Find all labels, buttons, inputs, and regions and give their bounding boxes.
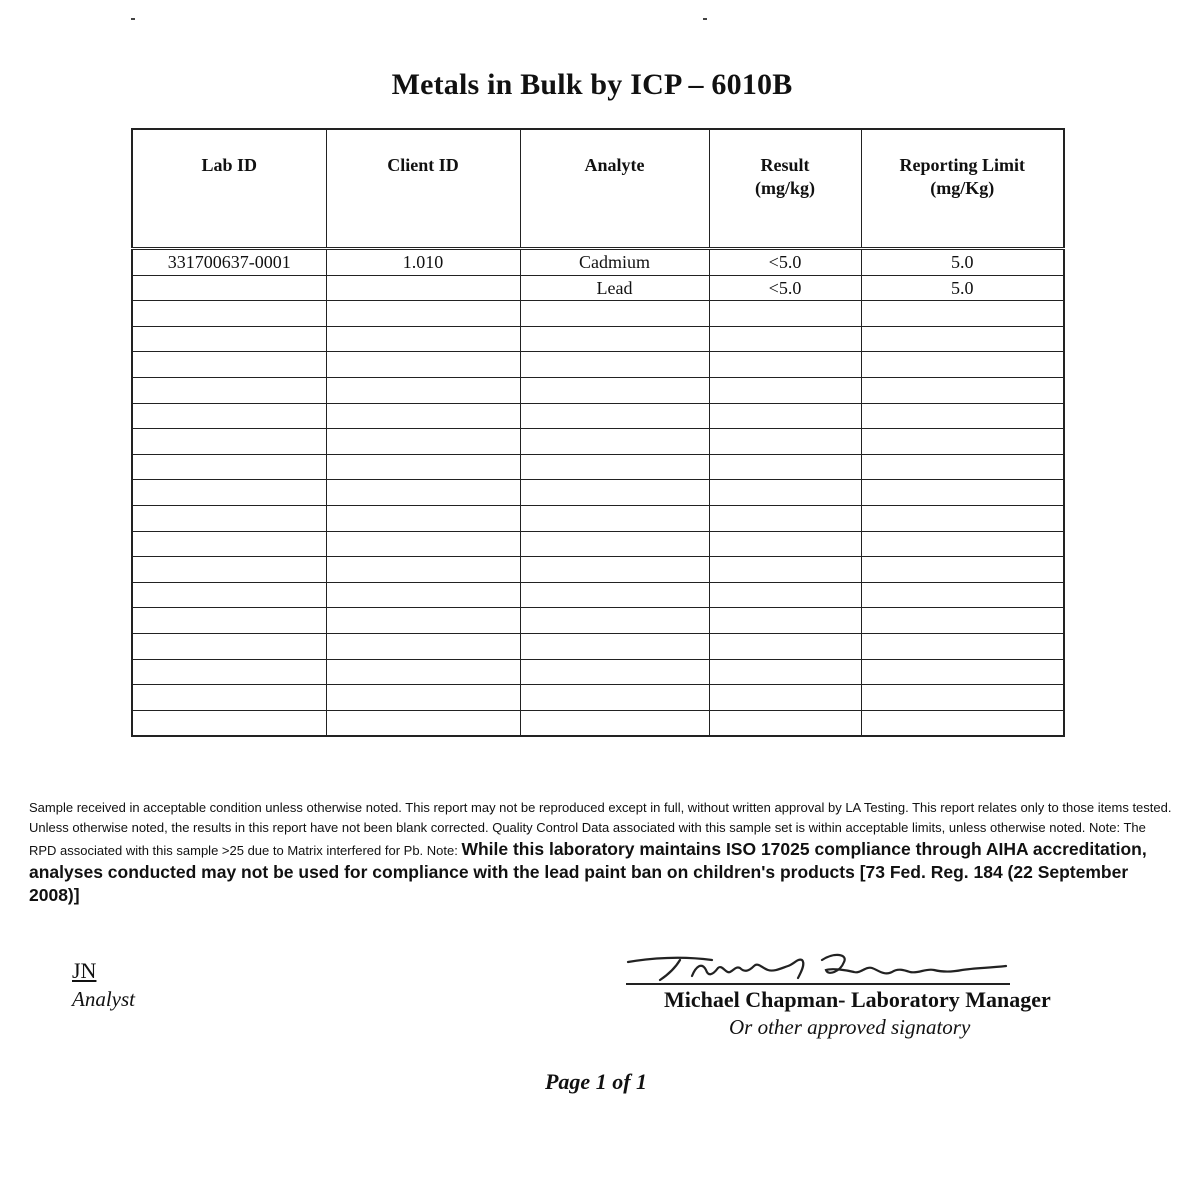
cell-reporting-limit [861, 659, 1064, 685]
col-header-label: Lab ID [201, 155, 258, 175]
cell-analyte [520, 710, 709, 736]
cell-client-id [326, 531, 520, 557]
cell-lab-id [132, 633, 326, 659]
cell-reporting-limit [861, 480, 1064, 506]
cell-client-id [326, 403, 520, 429]
cell-reporting-limit [861, 531, 1064, 557]
col-header-label: Reporting Limit [899, 155, 1025, 175]
cell-result [709, 480, 861, 506]
cell-lab-id [132, 710, 326, 736]
cell-analyte [520, 685, 709, 711]
cell-lab-id [132, 505, 326, 531]
cell-analyte [520, 633, 709, 659]
cell-reporting-limit [861, 429, 1064, 455]
table-row [132, 633, 1064, 659]
cell-result: <5.0 [709, 275, 861, 301]
analyst-initials: JN [72, 958, 97, 983]
cell-reporting-limit [861, 352, 1064, 378]
cell-reporting-limit: 5.0 [861, 275, 1064, 301]
cell-lab-id [132, 608, 326, 634]
cell-result [709, 377, 861, 403]
cell-client-id [326, 301, 520, 327]
cell-client-id [326, 275, 520, 301]
manager-subtitle: Or other approved signatory [729, 1015, 971, 1039]
cell-analyte [520, 377, 709, 403]
cell-reporting-limit [861, 685, 1064, 711]
col-header-unit: (mg/kg) [755, 178, 815, 198]
cell-reporting-limit [861, 582, 1064, 608]
table-header-row [132, 129, 1064, 249]
col-header-label: Client ID [387, 155, 459, 175]
cell-analyte [520, 505, 709, 531]
cell-lab-id [132, 326, 326, 352]
cell-client-id: 1.010 [326, 249, 520, 276]
disclaimer-bold: While this laboratory maintains ISO 17025 compliance through AIHA accreditation, analyses conducted may not be used for compliance with the lead paint ban on children's products [73 Fed. Reg. 184 (22 September 2008)] [29, 839, 1147, 905]
table-row [132, 582, 1064, 608]
cell-analyte [520, 326, 709, 352]
page-number: Page 1 of 1 [544, 1069, 648, 1094]
cell-lab-id [132, 352, 326, 378]
table-row [132, 249, 1064, 276]
cell-analyte [520, 403, 709, 429]
cell-reporting-limit [861, 301, 1064, 327]
cell-lab-id [132, 275, 326, 301]
cell-result [709, 633, 861, 659]
cell-lab-id [132, 454, 326, 480]
cell-result [709, 326, 861, 352]
cell-client-id [326, 505, 520, 531]
cell-client-id [326, 685, 520, 711]
cell-lab-id [132, 301, 326, 327]
table-row [132, 608, 1064, 634]
cell-analyte [520, 531, 709, 557]
table-row [132, 685, 1064, 711]
table-row [132, 454, 1064, 480]
col-header-reporting-limit [861, 129, 1064, 249]
scan-mark-right [703, 18, 707, 20]
cell-result [709, 685, 861, 711]
col-header-lab-id [132, 129, 326, 249]
col-header-label: Result [760, 155, 810, 175]
table-row [132, 352, 1064, 378]
cell-analyte [520, 582, 709, 608]
cell-lab-id [132, 429, 326, 455]
table-row [132, 377, 1064, 403]
cell-client-id [326, 326, 520, 352]
cell-result [709, 301, 861, 327]
table-row [132, 557, 1064, 583]
col-header-result [709, 129, 861, 249]
table-row [132, 429, 1064, 455]
cell-client-id [326, 480, 520, 506]
analyst-label: Analyst [72, 987, 135, 1011]
col-header-analyte [520, 129, 709, 249]
cell-client-id [326, 454, 520, 480]
cell-client-id [326, 633, 520, 659]
cell-result [709, 454, 861, 480]
cell-lab-id [132, 659, 326, 685]
cell-result [709, 557, 861, 583]
cell-analyte [520, 352, 709, 378]
cell-result [709, 352, 861, 378]
disclaimer-text [29, 798, 1174, 907]
manager-name: Michael Chapman- Laboratory Manager [664, 987, 1051, 1012]
cell-client-id [326, 659, 520, 685]
cell-result [709, 403, 861, 429]
cell-result [709, 659, 861, 685]
table-row [132, 710, 1064, 736]
cell-lab-id [132, 480, 326, 506]
cell-lab-id: 331700637-0001 [132, 249, 326, 276]
cell-analyte [520, 608, 709, 634]
cell-reporting-limit [861, 608, 1064, 634]
cell-reporting-limit [861, 505, 1064, 531]
signature-line [626, 983, 1010, 985]
cell-result [709, 531, 861, 557]
cell-client-id [326, 608, 520, 634]
cell-lab-id [132, 685, 326, 711]
cell-result [709, 429, 861, 455]
cell-reporting-limit [861, 633, 1064, 659]
cell-client-id [326, 710, 520, 736]
table-row [132, 480, 1064, 506]
cell-result [709, 710, 861, 736]
cell-lab-id [132, 582, 326, 608]
cell-result [709, 582, 861, 608]
cell-analyte [520, 301, 709, 327]
table-body [132, 249, 1064, 737]
cell-reporting-limit [861, 377, 1064, 403]
cell-analyte: Cadmium [520, 249, 709, 276]
cell-analyte: Lead [520, 275, 709, 301]
cell-reporting-limit [861, 710, 1064, 736]
table-row [132, 301, 1064, 327]
table-row [132, 531, 1064, 557]
cell-client-id [326, 557, 520, 583]
cell-lab-id [132, 557, 326, 583]
cell-analyte [520, 480, 709, 506]
col-header-unit: (mg/Kg) [930, 178, 995, 198]
cell-client-id [326, 377, 520, 403]
cell-reporting-limit [861, 403, 1064, 429]
cell-analyte [520, 454, 709, 480]
cell-reporting-limit [861, 454, 1064, 480]
cell-client-id [326, 352, 520, 378]
cell-client-id [326, 429, 520, 455]
results-table [131, 128, 1065, 737]
disclaimer-normal: Sample received in acceptable condition unless otherwise noted. This report may not be reproduced except in full, without written approval by LA Testing. This report relates only to those items tested. Unless otherwise noted, the results in this report have not been blank corrected. Quality Control Data associated with this sample set is within acceptable limits, unless otherwise noted. Note: The RPD associated with this sample >25 due to Matrix interfered for Pb. Note: [29, 800, 1172, 858]
cell-analyte [520, 557, 709, 583]
cell-reporting-limit [861, 557, 1064, 583]
col-header-label: Analyte [584, 155, 645, 175]
cell-analyte [520, 429, 709, 455]
cell-analyte [520, 659, 709, 685]
cell-result: <5.0 [709, 249, 861, 276]
cell-lab-id [132, 403, 326, 429]
cell-result [709, 505, 861, 531]
cell-lab-id [132, 377, 326, 403]
scan-mark-left [131, 18, 135, 20]
col-header-client-id [326, 129, 520, 249]
table-row [132, 403, 1064, 429]
table-row [132, 275, 1064, 301]
cell-reporting-limit: 5.0 [861, 249, 1064, 276]
cell-reporting-limit [861, 326, 1064, 352]
table-row [132, 505, 1064, 531]
page-title: Metals in Bulk by ICP – 6010B [391, 68, 793, 101]
table-row [132, 659, 1064, 685]
table-row [132, 326, 1064, 352]
cell-lab-id [132, 531, 326, 557]
cell-result [709, 608, 861, 634]
cell-client-id [326, 582, 520, 608]
